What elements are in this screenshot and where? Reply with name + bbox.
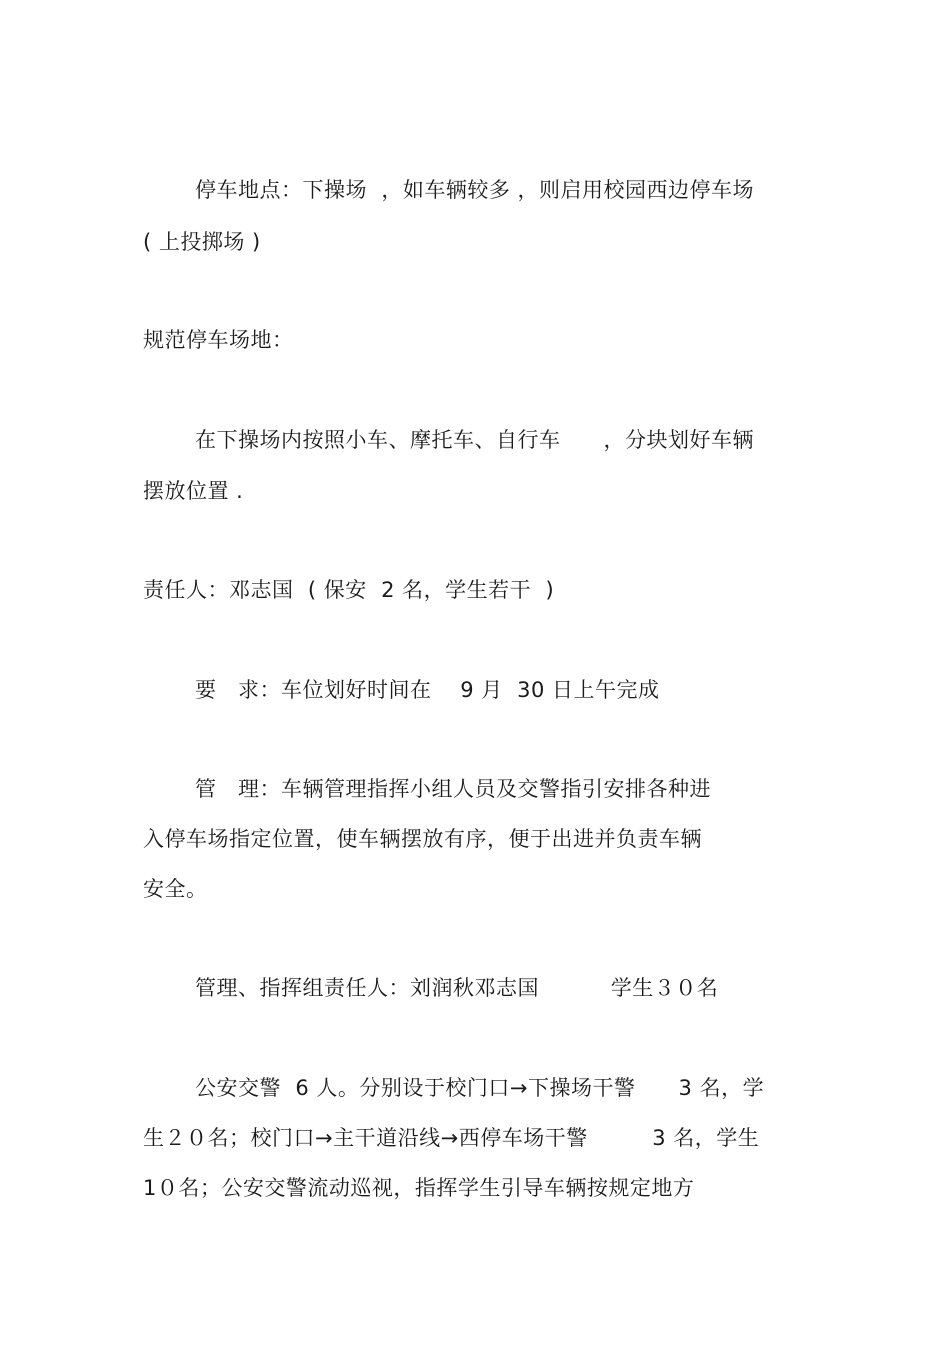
command-group-line: 管理、指挥组责任人：刘润秋邓志国 学生３０名 bbox=[195, 976, 719, 1000]
parking-division-line-cont: 摆放位置 . bbox=[143, 479, 244, 503]
parking-standard-heading: 规范停车场地： bbox=[143, 328, 294, 352]
parking-location-line-cont: ( 上投掷场 ) bbox=[143, 230, 261, 254]
management-line: 管 理：车辆管理指挥小组人员及交警指引安排各种进 bbox=[195, 777, 712, 801]
traffic-police-line: 公安交警 6 人。分别设于校门口→下操场干警 3 名，学 bbox=[195, 1076, 765, 1100]
responsible-person-line: 责任人：邓志国 ( 保安 2 名，学生若干 ) bbox=[143, 578, 555, 602]
parking-division-line: 在下操场内按照小车、摩托车、自行车 ，分块划好车辆 bbox=[195, 428, 755, 452]
management-line-cont-1: 入停车场指定位置，使车辆摆放有序，便于出进并负责车辆 bbox=[143, 827, 702, 851]
management-line-cont-2: 安全。 bbox=[143, 877, 208, 901]
parking-location-line: 停车地点：下操场 ，如车辆较多 ，则启用校园西边停车场 bbox=[195, 178, 755, 202]
requirement-line: 要 求：车位划好时间在 9 月 30 日上午完成 bbox=[195, 678, 660, 702]
traffic-police-line-cont-1: 生２０名；校门口→主干道沿线→西停车场干警 3 名，学生 bbox=[143, 1126, 760, 1150]
traffic-police-line-cont-2: 1０名；公安交警流动巡视，指挥学生引导车辆按规定地方 bbox=[143, 1176, 695, 1200]
